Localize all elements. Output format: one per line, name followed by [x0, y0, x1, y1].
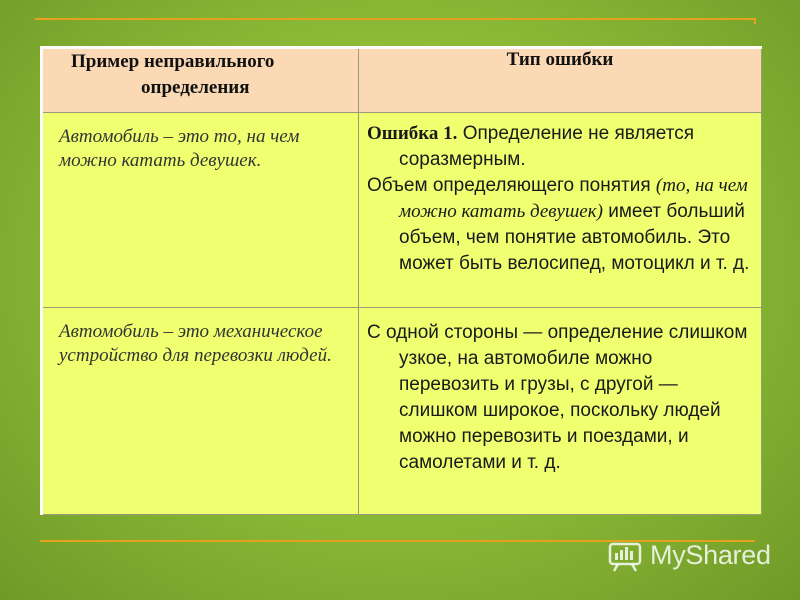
watermark-text: MyShared [650, 539, 771, 570]
table-row [42, 308, 762, 515]
example-cell [42, 308, 359, 515]
table-header-row [42, 48, 762, 113]
error-paragraph [367, 121, 753, 173]
error-cell [359, 113, 762, 308]
error-text: Определение не является соразмерным. [399, 123, 695, 170]
myshared-watermark [608, 537, 771, 573]
error-text: имеет больший объем, чем понятие автомобиль. Это может быть велосипед, мотоцикл и т. д. [399, 201, 750, 274]
table-row [42, 113, 762, 308]
example-text: Автомобиль – это механическое устройство для перевозки людей. [59, 321, 332, 366]
header-example-line2: определения [141, 77, 250, 98]
header-error-type-cell [359, 48, 762, 113]
top-accent-tick [754, 18, 756, 24]
error-quote: (то, на чем можно катать девушек) [399, 175, 748, 222]
example-text: Автомобиль – это то, на чем можно катать девушек. [59, 126, 300, 171]
error-paragraph: С одной стороны — определение слишком узкое, на автомобиле можно перевозить и грузы, с другой — слишком широкое, поскольку людей можно перевозить и поездами, и самолетами и т. д. [367, 322, 748, 473]
error-lead: Ошибка 1. [367, 123, 458, 144]
error-text: Объем определяющего понятия [367, 175, 651, 196]
top-accent-line [35, 18, 755, 20]
header-error-type: Тип ошибки [506, 49, 614, 70]
error-cell [359, 308, 762, 515]
header-example-line1: Пример неправильного [71, 51, 275, 72]
header-example-cell [42, 48, 359, 113]
error-paragraph [367, 173, 753, 277]
example-cell [42, 113, 359, 308]
myshared-logo-icon [608, 538, 644, 572]
definition-errors-table [40, 46, 762, 515]
